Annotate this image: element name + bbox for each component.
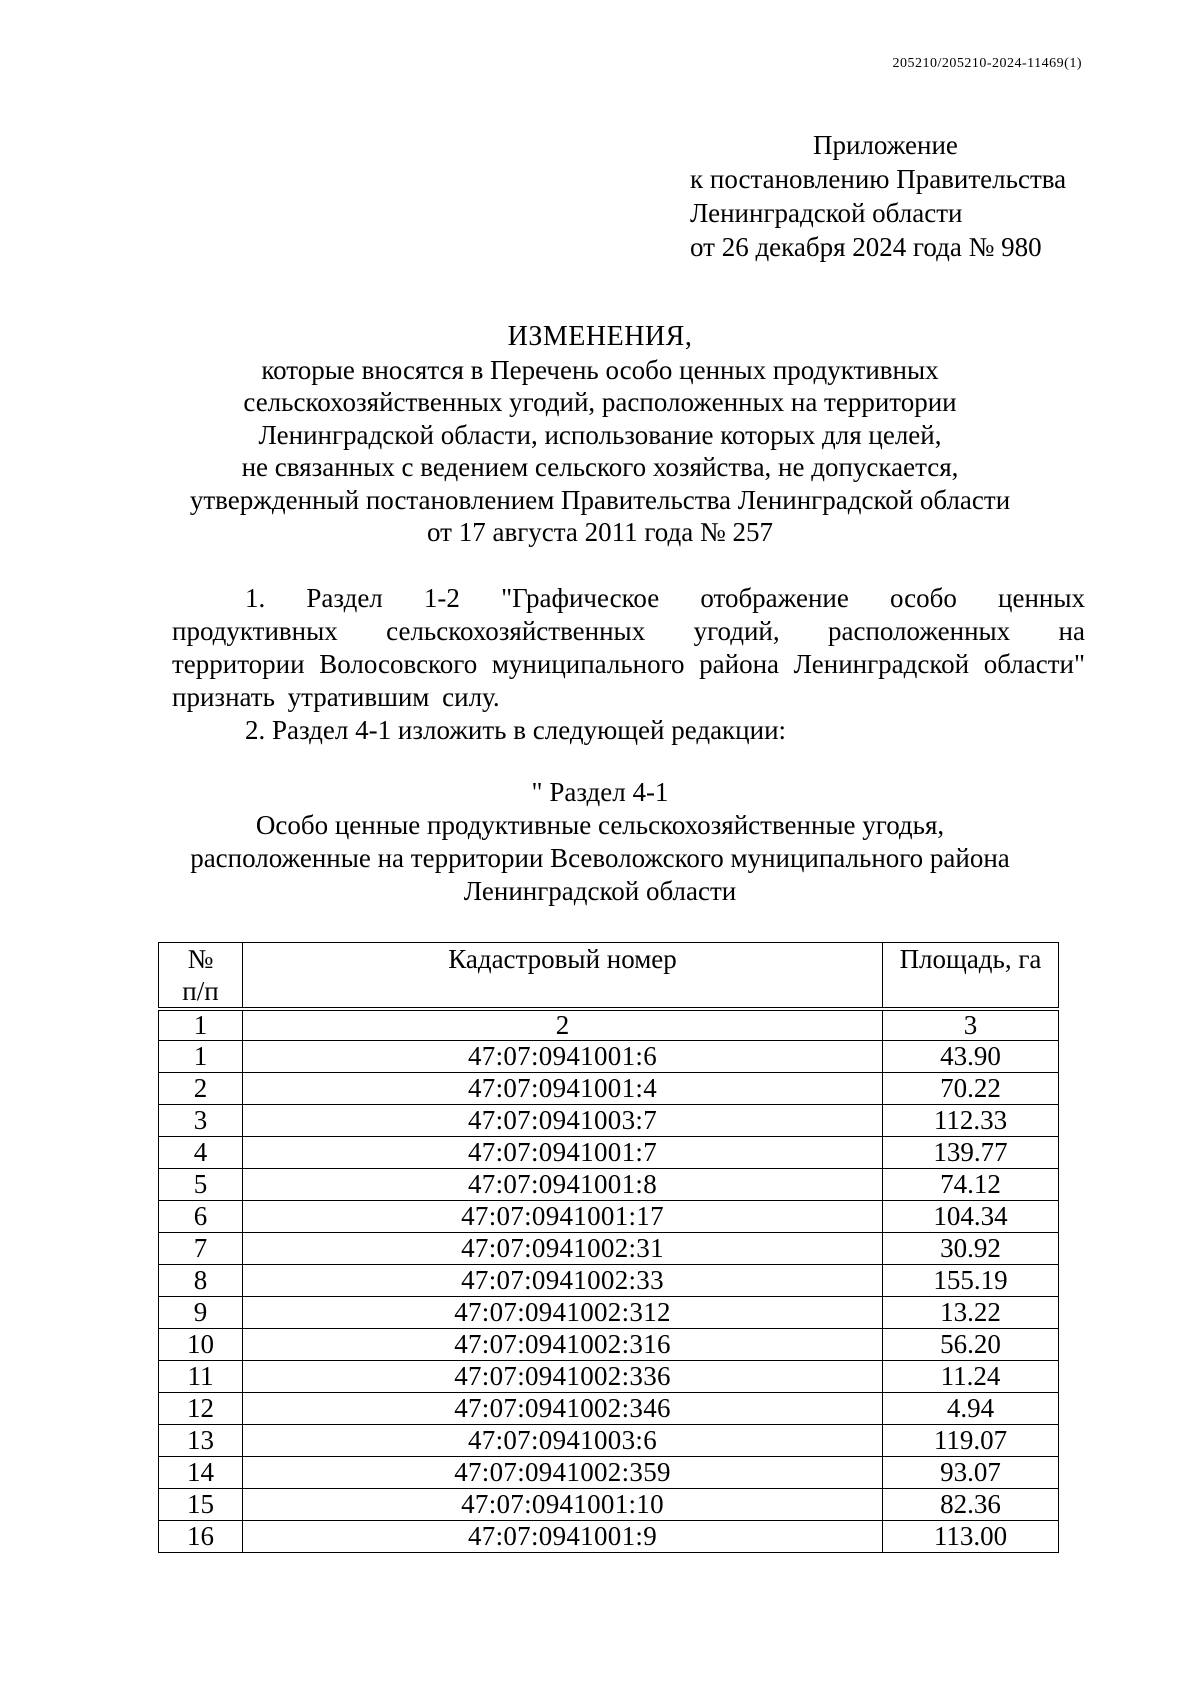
cadastral-number: 47:07:0941001:6: [243, 1041, 883, 1073]
row-number: 2: [159, 1073, 243, 1105]
cadastral-number: 47:07:0941002:336: [243, 1361, 883, 1393]
table-row: [159, 1329, 1059, 1361]
area-value: 70.22: [883, 1073, 1059, 1105]
table-row: [159, 1521, 1059, 1553]
table-row: [159, 1105, 1059, 1137]
document-title: [120, 321, 1080, 549]
cadastral-number: 47:07:0941003:7: [243, 1105, 883, 1137]
area-value: 4.94: [883, 1393, 1059, 1425]
row-number: 9: [159, 1297, 243, 1329]
area-value: 139.77: [883, 1137, 1059, 1169]
title-line-6: от 17 августа 2011 года № 257: [427, 517, 773, 547]
table-row: [159, 1393, 1059, 1425]
area-value: 104.34: [883, 1201, 1059, 1233]
section-line-1: " Раздел 4-1: [531, 777, 669, 807]
table-row: [159, 1137, 1059, 1169]
table-body: [159, 1041, 1059, 1553]
cadastral-number: 47:07:0941001:8: [243, 1169, 883, 1201]
title-line-3: Ленинградской области, использование которых для целей,: [258, 419, 942, 450]
document-id: 205210/205210-2024-11469(1): [892, 56, 1082, 71]
area-value: 11.24: [883, 1361, 1059, 1393]
row-number: 7: [159, 1233, 243, 1265]
header-number-line-1: №: [187, 944, 214, 974]
table-row: [159, 1457, 1059, 1489]
area-value: 43.90: [883, 1041, 1059, 1073]
section-line-3: расположенные на территории Всеволожского муниципального района: [190, 843, 1010, 873]
row-number: 10: [159, 1329, 243, 1361]
area-value: 74.12: [883, 1169, 1059, 1201]
area-value: 119.07: [883, 1425, 1059, 1457]
document-body: [172, 582, 1085, 747]
appendix-line-4: от 26 декабря 2024 года № 980: [690, 232, 1042, 262]
header-cadastral: Кадастровый номер: [243, 943, 883, 1010]
appendix-line-2: к постановлению Правительства: [690, 164, 1067, 194]
cadastral-number: 47:07:0941002:312: [243, 1297, 883, 1329]
column-number-row: [159, 1009, 1059, 1041]
appendix-line-3: Ленинградской области: [690, 198, 963, 228]
table-row: [159, 1201, 1059, 1233]
title-line-4: не связанных с ведением сельского хозяйства, не допускается,: [241, 452, 959, 482]
cadastral-number: 47:07:0941001:7: [243, 1137, 883, 1169]
table-row: [159, 1297, 1059, 1329]
cadastral-number: 47:07:0941003:6: [243, 1425, 883, 1457]
cadastral-number: 47:07:0941002:346: [243, 1393, 883, 1425]
area-value: 82.36: [883, 1489, 1059, 1521]
row-number: 13: [159, 1425, 243, 1457]
cadastral-number: 47:07:0941002:316: [243, 1329, 883, 1361]
title-line-5: утвержденный постановлением Правительства Ленинградской области: [189, 484, 1011, 515]
cadastral-number: 47:07:0941002:31: [243, 1233, 883, 1265]
table-row: [159, 1233, 1059, 1265]
column-number-2: 2: [243, 1009, 883, 1041]
column-number-3: 3: [883, 1009, 1059, 1041]
appendix-line-1: Приложение: [813, 130, 958, 160]
table-row: [159, 1041, 1059, 1073]
row-number: 15: [159, 1489, 243, 1521]
table-row: [159, 1265, 1059, 1297]
table-row: [159, 1425, 1059, 1457]
title-line-2: сельскохозяйственных угодий, расположенных на территории: [243, 387, 957, 417]
row-number: 6: [159, 1201, 243, 1233]
cadastral-number: 47:07:0941001:9: [243, 1521, 883, 1553]
row-number: 3: [159, 1105, 243, 1137]
row-number: 4: [159, 1137, 243, 1169]
row-number: 16: [159, 1521, 243, 1553]
table-row: [159, 1169, 1059, 1201]
area-value: 112.33: [883, 1105, 1059, 1137]
table-header-row: [159, 943, 1059, 1010]
header-area: Площадь, га: [883, 943, 1059, 1010]
table-row: [159, 1073, 1059, 1105]
row-number: 11: [159, 1361, 243, 1393]
area-value: 30.92: [883, 1233, 1059, 1265]
row-number: 1: [159, 1041, 243, 1073]
cadastral-number: 47:07:0941002:359: [243, 1457, 883, 1489]
table-row: [159, 1489, 1059, 1521]
area-value: 113.00: [883, 1521, 1059, 1553]
row-number: 5: [159, 1169, 243, 1201]
title-line-1: которые вносятся в Перечень особо ценных продуктивных: [261, 354, 939, 385]
cadastral-table: [158, 942, 1059, 1553]
area-value: 56.20: [883, 1329, 1059, 1361]
header-number: [159, 943, 243, 1010]
header-number-line-2: п/п: [182, 976, 219, 1006]
section-title: [120, 776, 1080, 908]
title-heading: ИЗМЕНЕНИЯ,: [507, 321, 693, 352]
section-line-4: Ленинградской области: [463, 876, 737, 906]
area-value: 13.22: [883, 1297, 1059, 1329]
area-value: 93.07: [883, 1457, 1059, 1489]
paragraph-1: 1. Раздел 1-2 "Графическое отображение особо ценных продуктивных сельскохозяйственных угодий, расположенных на территории Волосовского муниципального района Ленинградской области" признать утратившим силу.: [172, 583, 1085, 712]
cadastral-number: 47:07:0941002:33: [243, 1265, 883, 1297]
row-number: 12: [159, 1393, 243, 1425]
cadastral-number: 47:07:0941001:4: [243, 1073, 883, 1105]
cadastral-number: 47:07:0941001:17: [243, 1201, 883, 1233]
row-number: 14: [159, 1457, 243, 1489]
appendix-block: [690, 128, 1066, 264]
section-line-2: Особо ценные продуктивные сельскохозяйственные угодья,: [255, 810, 945, 840]
area-value: 155.19: [883, 1265, 1059, 1297]
column-number-1: 1: [159, 1009, 243, 1041]
row-number: 8: [159, 1265, 243, 1297]
paragraph-2: 2. Раздел 4-1 изложить в следующей редакции:: [245, 715, 787, 745]
table-row: [159, 1361, 1059, 1393]
cadastral-number: 47:07:0941001:10: [243, 1489, 883, 1521]
